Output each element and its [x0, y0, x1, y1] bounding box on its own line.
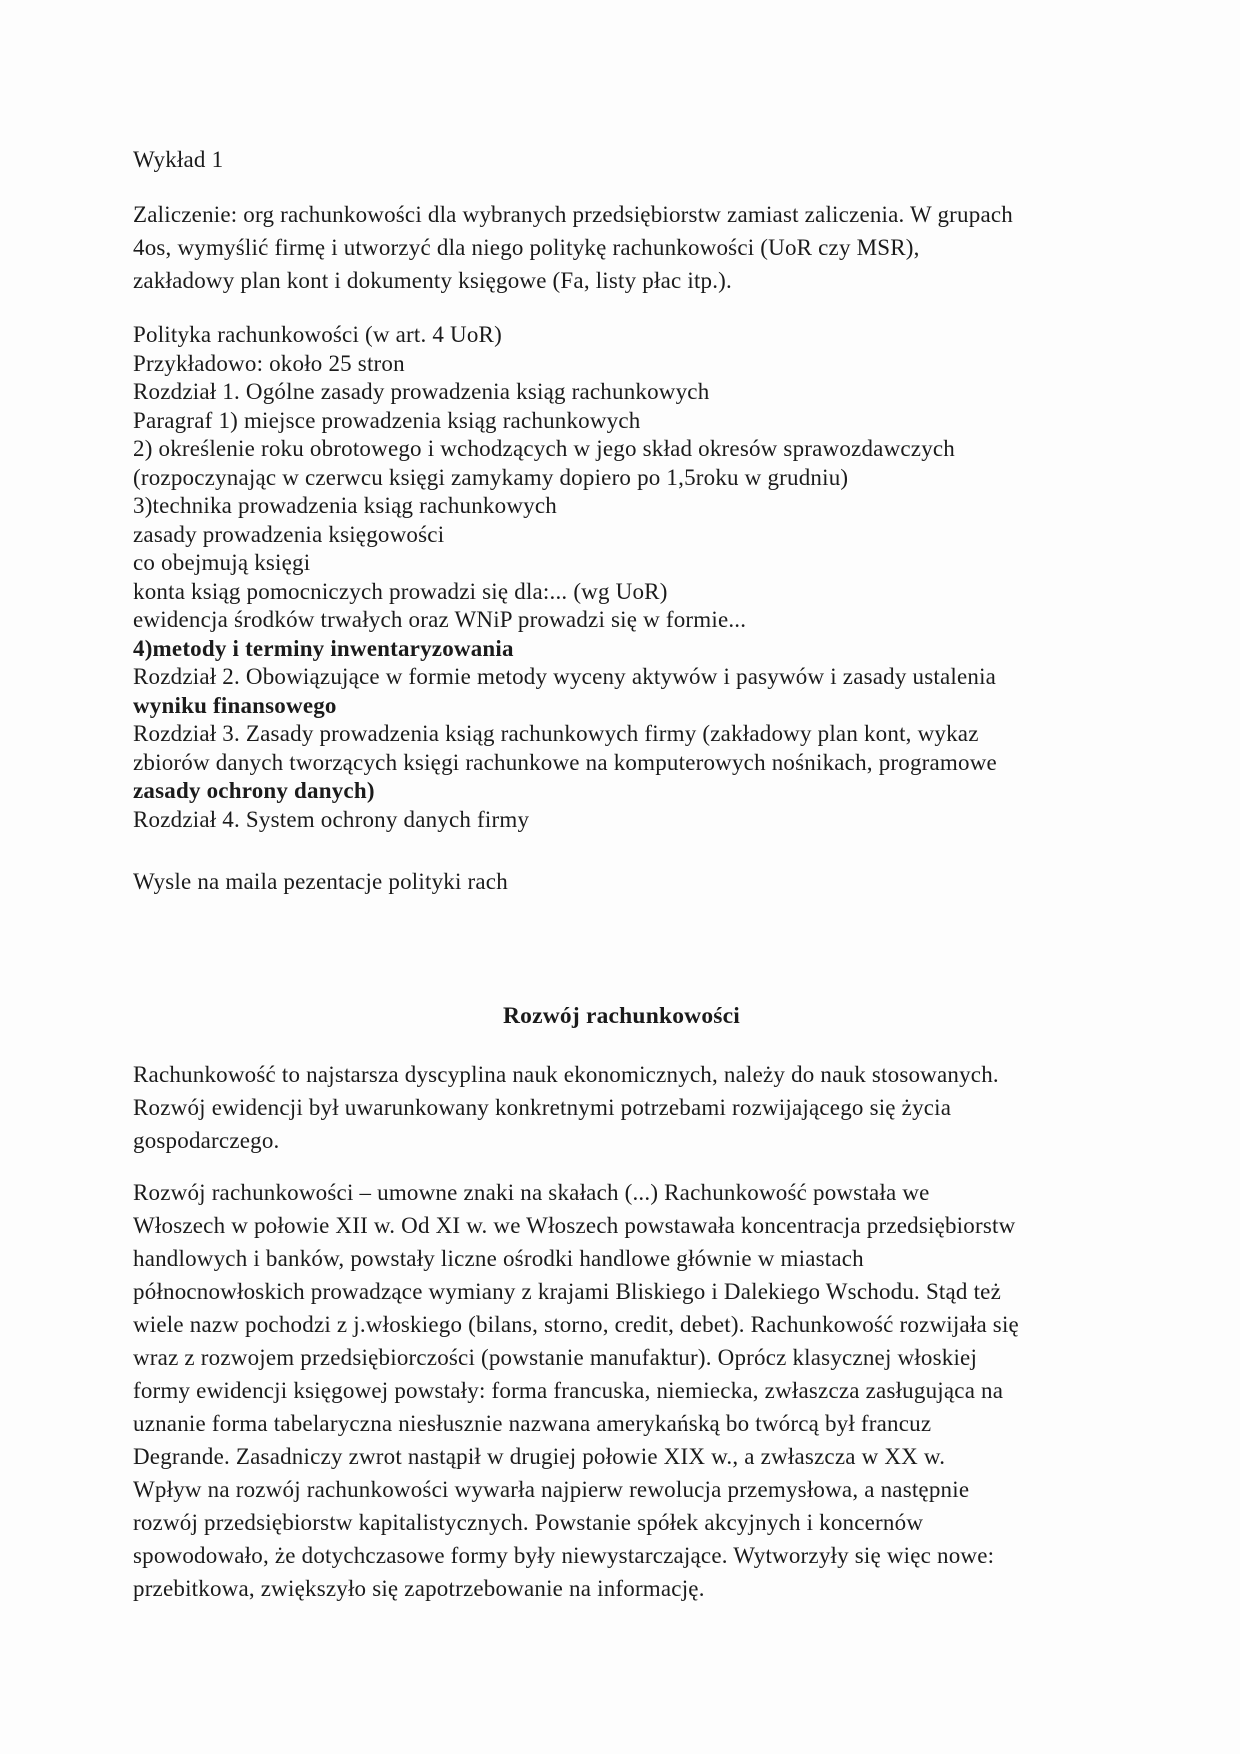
- text-line: spowodowało, że dotychczasowe formy były niewystarczające. Wytworzyły się więc nowe:: [133, 1543, 995, 1568]
- text-line: wyniku finansowego: [133, 692, 337, 718]
- text-line: formy ewidencji księgowej powstały: forma francuska, niemiecka, zwłaszcza zasługująca na: [133, 1378, 1004, 1403]
- text-line: zasady ochrony danych): [133, 778, 375, 803]
- email-note: Wysle na maila pezentacje polityki rach: [133, 869, 508, 894]
- text-line: przebitkowa, zwiększyło się zapotrzebowanie na informację.: [133, 1576, 705, 1601]
- development-history-paragraph: [133, 1176, 1110, 1605]
- text-line: konta ksiąg pomocniczych prowadzi się dla:... (wg UoR): [133, 578, 668, 604]
- text-line: Rozwój rachunkowości – umowne znaki na skałach (...) Rachunkowość powstała we: [133, 1180, 930, 1205]
- text-line: Włoszech w połowie XII w. Od XI w. we Włoszech powstawała koncentracja przedsiębiorstw: [133, 1213, 1016, 1238]
- text-line: wraz z rozwojem przedsiębiorczości (powstanie manufaktur). Oprócz klasycznej włoskiej: [133, 1345, 978, 1370]
- text-line: Polityka rachunkowości (w art. 4 UoR): [133, 322, 502, 347]
- text-line: zbiorów danych tworzących księgi rachunkowe na komputerowych nośnikach, programowe: [133, 749, 997, 775]
- text-line: 4os, wymyślić firmę i utworzyć dla niego politykę rachunkowości (UoR czy MSR),: [133, 235, 920, 260]
- text-line: 2) określenie roku obrotowego i wchodzących w jego skład okresów sprawozdawczych: [133, 436, 956, 461]
- text-line: Rozdział 3. Zasady prowadzenia ksiąg rachunkowych firmy (zakładowy plan kont, wykaz: [133, 721, 979, 746]
- text-line: 4)metody i terminy inwentaryzowania: [133, 635, 514, 661]
- accounting-policy-outline: [133, 321, 1110, 834]
- text-line: Paragraf 1) miejsce prowadzenia ksiąg rachunkowych: [133, 407, 641, 433]
- text-line: 3)technika prowadzenia ksiąg rachunkowych: [133, 493, 557, 518]
- text-line: wiele nazw pochodzi z j.włoskiego (bilans, storno, credit, debet). Rachunkowość rozwijała się: [133, 1312, 1019, 1337]
- text-line: Rozdział 2. Obowiązujące w formie metody wyceny aktywów i pasywów i zasady ustalenia: [133, 664, 997, 689]
- lecture-title: Wykład 1: [133, 147, 224, 172]
- text-line: gospodarczego.: [133, 1128, 280, 1153]
- text-line: Rozdział 1. Ogólne zasady prowadzenia ksiąg rachunkowych: [133, 379, 710, 404]
- text-line: Rozdział 4. System ochrony danych firmy: [133, 806, 530, 832]
- text-line: uznanie forma tabelaryczna niesłusznie nazwana amerykańską bo twórcą był francuz: [133, 1411, 932, 1436]
- text-line: ewidencja środków trwałych oraz WNiP prowadzi się w formie...: [133, 607, 747, 632]
- text-line: handlowych i banków, powstały liczne ośrodki handlowe głównie w miastach: [133, 1246, 864, 1271]
- development-intro-paragraph: [133, 1058, 1110, 1157]
- text-line: Zaliczenie: org rachunkowości dla wybranych przedsiębiorstw zamiast zaliczenia. W grupach: [133, 202, 1013, 227]
- text-line: co obejmują księgi: [133, 550, 311, 575]
- text-line: północnowłoskich prowadzące wymiany z krajami Bliskiego i Dalekiego Wschodu. Stąd też: [133, 1279, 1001, 1304]
- text-line: zakładowy plan kont i dokumenty księgowe (Fa, listy płac itp.).: [133, 268, 732, 293]
- text-line: Degrande. Zasadniczy zwrot nastąpił w drugiej połowie XIX w., a zwłaszcza w XX w.: [133, 1444, 946, 1469]
- section-heading: Rozwój rachunkowości: [502, 1003, 741, 1029]
- text-line: Przykładowo: około 25 stron: [133, 350, 405, 376]
- text-line: Rachunkowość to najstarsza dyscyplina nauk ekonomicznych, należy do nauk stosowanych.: [133, 1062, 999, 1087]
- assignment-paragraph: [133, 198, 1110, 297]
- text-line: (rozpoczynając w czerwcu księgi zamykamy dopiero po 1,5roku w grudniu): [133, 464, 849, 490]
- text-line: zasady prowadzenia księgowości: [133, 521, 445, 547]
- text-line: rozwój przedsiębiorstw kapitalistycznych. Powstanie spółek akcyjnych i koncernów: [133, 1510, 924, 1535]
- text-line: Wpływ na rozwój rachunkowości wywarła najpierw rewolucja przemysłowa, a następnie: [133, 1477, 970, 1502]
- text-line: Rozwój ewidencji był uwarunkowany konkretnymi potrzebami rozwijającego się życia: [133, 1095, 952, 1120]
